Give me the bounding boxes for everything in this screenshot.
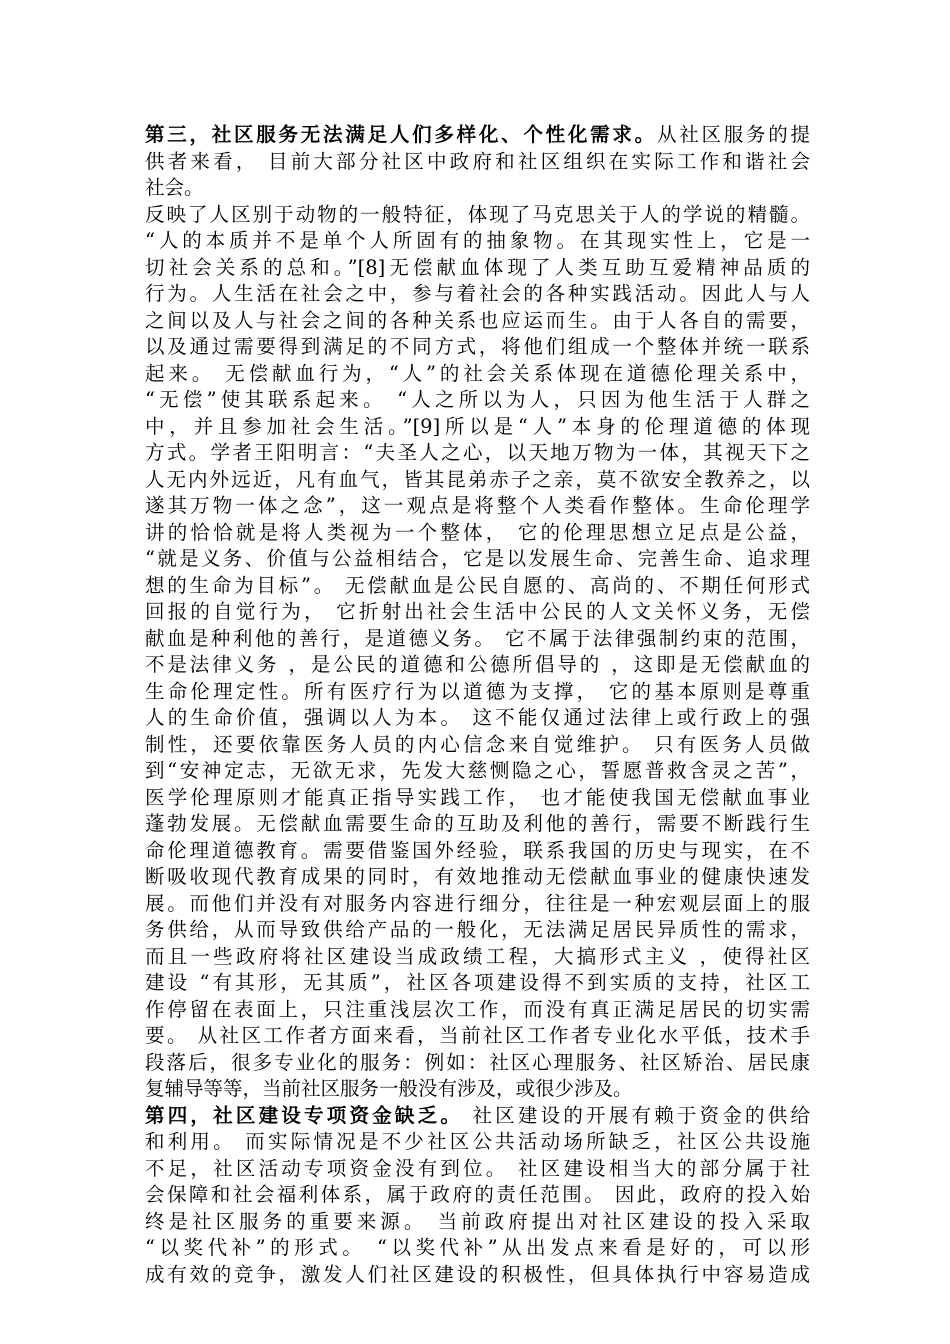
body-text: 讲的恰恰就是将人类视为一个整体， 它的伦理思想立足点是公益，	[145, 520, 810, 544]
text-line	[145, 334, 810, 361]
body-text: 切社会关系的总和。”[8]无偿献血体现了人类互助互爱精神品质的	[145, 255, 810, 279]
text-line	[145, 626, 810, 653]
text-line	[145, 838, 810, 865]
body-text: 展。而他们并没有对服务内容进行细分，往往是一种宏观层面上的服	[145, 891, 810, 915]
body-text: 社会。	[145, 176, 204, 199]
body-text: 命伦理道德教育。需要借鉴国外经验，联系我国的历史与现实，在不	[145, 838, 810, 862]
text-line	[145, 652, 810, 679]
body-text: 中，并且参加社会生活。”[9]所以是“人”本身的伦理道德的体现	[145, 414, 810, 438]
section-heading: 第三，社区服务无法满足人们多样化、个性化需求。	[145, 123, 657, 146]
body-text: 方式。学者王阳明言：“夫圣人之心，以天地万物为一体，其视天下之	[145, 441, 810, 464]
text-line	[145, 573, 810, 600]
text-line	[145, 546, 810, 573]
text-line	[145, 1076, 810, 1103]
body-text: 务供给，从而导致供给产品的一般化，无法满足居民异质性的需求，	[145, 918, 810, 941]
body-text: 想的生命为目标”。 无偿献血是公民自愿的、高尚的、不期任何形式	[145, 573, 810, 597]
body-text: 制性，还要依靠医务人员的内心信念来自觉维护。 只有医务人员做	[145, 732, 810, 756]
text-line	[145, 228, 810, 255]
text-line	[145, 997, 810, 1024]
document-body	[145, 122, 810, 1288]
body-text: 要。 从社区工作者方面来看，当前社区工作者专业化水平低，技术手	[145, 1024, 810, 1047]
section-heading: 第四，社区建设专项资金缺乏。	[145, 1103, 464, 1127]
body-text: 不足，社区活动专项资金没有到位。 社区建设相当大的部分属于社	[145, 1156, 810, 1180]
body-text: 之间以及人与社会之间的各种关系也应运而生。由于人各自的需要，	[145, 308, 810, 332]
body-text: 回报的自觉行为， 它折射出社会生活中公民的人文关怀义务，无偿	[145, 600, 810, 623]
body-text: 以及通过需要得到满足的不同方式，将他们组成一个整体并统一联系	[145, 335, 810, 358]
body-text: 献血是种利他的善行，是道德义务。 它不属于法律强制约束的范围，	[145, 626, 810, 650]
body-text: “无偿”使其联系起来。 “人之所以为人，只因为他生活于人群之	[145, 388, 810, 411]
body-text: 行为。人生活在社会之中，参与着社会的各种实践活动。因此人与人	[145, 282, 810, 305]
text-line	[145, 944, 810, 971]
text-line	[145, 1235, 810, 1262]
text-line	[145, 1262, 810, 1289]
text-line	[145, 361, 810, 388]
body-text: 供者来看， 目前大部分社区中政府和社区组织在实际工作和谐社会	[145, 149, 810, 173]
text-line	[145, 599, 810, 626]
text-line	[145, 255, 810, 282]
body-text: 作停留在表面上，只注重浅层次工作，而没有真正满足居民的切实需	[145, 997, 810, 1021]
body-text: 人无内外远近，凡有血气，皆其昆弟赤子之亲，莫不欲安全教养之，以	[145, 467, 810, 491]
text-line	[145, 1103, 810, 1130]
body-text: 医学伦理原则才能真正指导实践工作， 也才能使我国无偿献血事业	[145, 785, 810, 809]
text-line	[145, 149, 810, 176]
text-line	[145, 891, 810, 918]
text-line	[145, 732, 810, 759]
body-text: 复辅导等等，当前社区服务一般没有涉及，或很少涉及。	[145, 1077, 633, 1100]
body-text: 蓬勃发展。无偿献血需要生命的互助及利他的善行，需要不断践行生	[145, 812, 810, 835]
text-line	[145, 175, 810, 202]
body-text: 遂其万物一体之念”，这一观点是将整个人类看作整体。生命伦理学	[145, 494, 810, 517]
text-line	[145, 864, 810, 891]
text-line	[145, 281, 810, 308]
body-text: 而且一些政府将社区建设当成政绩工程，大搞形式主义 ，使得社区	[145, 944, 810, 968]
text-line	[145, 705, 810, 732]
text-line	[145, 1050, 810, 1077]
text-line	[145, 785, 810, 812]
body-text: 断吸收现代教育成果的同时，有效地推动无偿献血事业的健康快速发	[145, 865, 810, 888]
body-text: 和利用。 而实际情况是不少社区公共活动场所缺乏，社区公共设施	[145, 1130, 810, 1153]
body-text: 不是法律义务 ，是公民的道德和公德所倡导的 ，这即是无偿献血的	[145, 653, 810, 676]
text-line	[145, 758, 810, 785]
text-line	[145, 970, 810, 997]
text-line	[145, 1156, 810, 1183]
body-text: 到“安神定志，无欲无求，先发大慈恻隐之心，誓愿普救含灵之苦”，	[145, 759, 810, 782]
text-line	[145, 122, 810, 149]
body-text: 反映了人区别于动物的一般特征，体现了马克思关于人的学说的精髓。	[145, 202, 810, 226]
text-line	[145, 917, 810, 944]
body-text: 人的生命价值，强调以人为本。 这不能仅通过法律上或行政上的强	[145, 706, 810, 729]
text-line	[145, 308, 810, 335]
body-text: 终是社区服务的重要来源。 当前政府提出对社区建设的投入采取	[145, 1209, 810, 1233]
text-line	[145, 811, 810, 838]
text-line	[145, 493, 810, 520]
body-text: “以奖代补”的形式。 “以奖代补”从出发点来看是好的，可以形	[145, 1236, 810, 1259]
text-line	[145, 440, 810, 467]
body-text: 建设 “有其形，无其质”，社区各项建设得不到实质的支持，社区工	[145, 971, 810, 994]
body-text: 社区建设的开展有赖于资金的供给	[463, 1103, 810, 1127]
text-line	[145, 414, 810, 441]
text-line	[145, 1129, 810, 1156]
body-text: 生命伦理定性。所有医疗行为以道德为支撑， 它的基本原则是尊重	[145, 679, 810, 703]
body-text: 会保障和社会福利体系，属于政府的责任范围。 因此，政府的投入始	[145, 1183, 810, 1206]
text-line	[145, 679, 810, 706]
text-line	[145, 1182, 810, 1209]
text-line	[145, 202, 810, 229]
text-line	[145, 520, 810, 547]
body-text: 起来。 无偿献血行为，“人”的社会关系体现在道德伦理关系中，	[145, 361, 810, 385]
text-line	[145, 1209, 810, 1236]
text-line	[145, 467, 810, 494]
body-text: 段落后，很多专业化的服务：例如：社区心理服务、社区矫治、居民康	[145, 1050, 810, 1074]
body-text: 从社区服务的提	[656, 123, 810, 146]
body-text: “就是义务、价值与公益相结合，它是以发展生命、完善生命、追求理	[145, 547, 810, 570]
text-line	[145, 1023, 810, 1050]
text-line	[145, 387, 810, 414]
body-text: 成有效的竞争，激发人们社区建设的积极性，但具体执行中容易造成	[145, 1262, 810, 1286]
body-text: “人的本质并不是单个人所固有的抽象物。在其现实性上，它是一	[145, 229, 810, 252]
